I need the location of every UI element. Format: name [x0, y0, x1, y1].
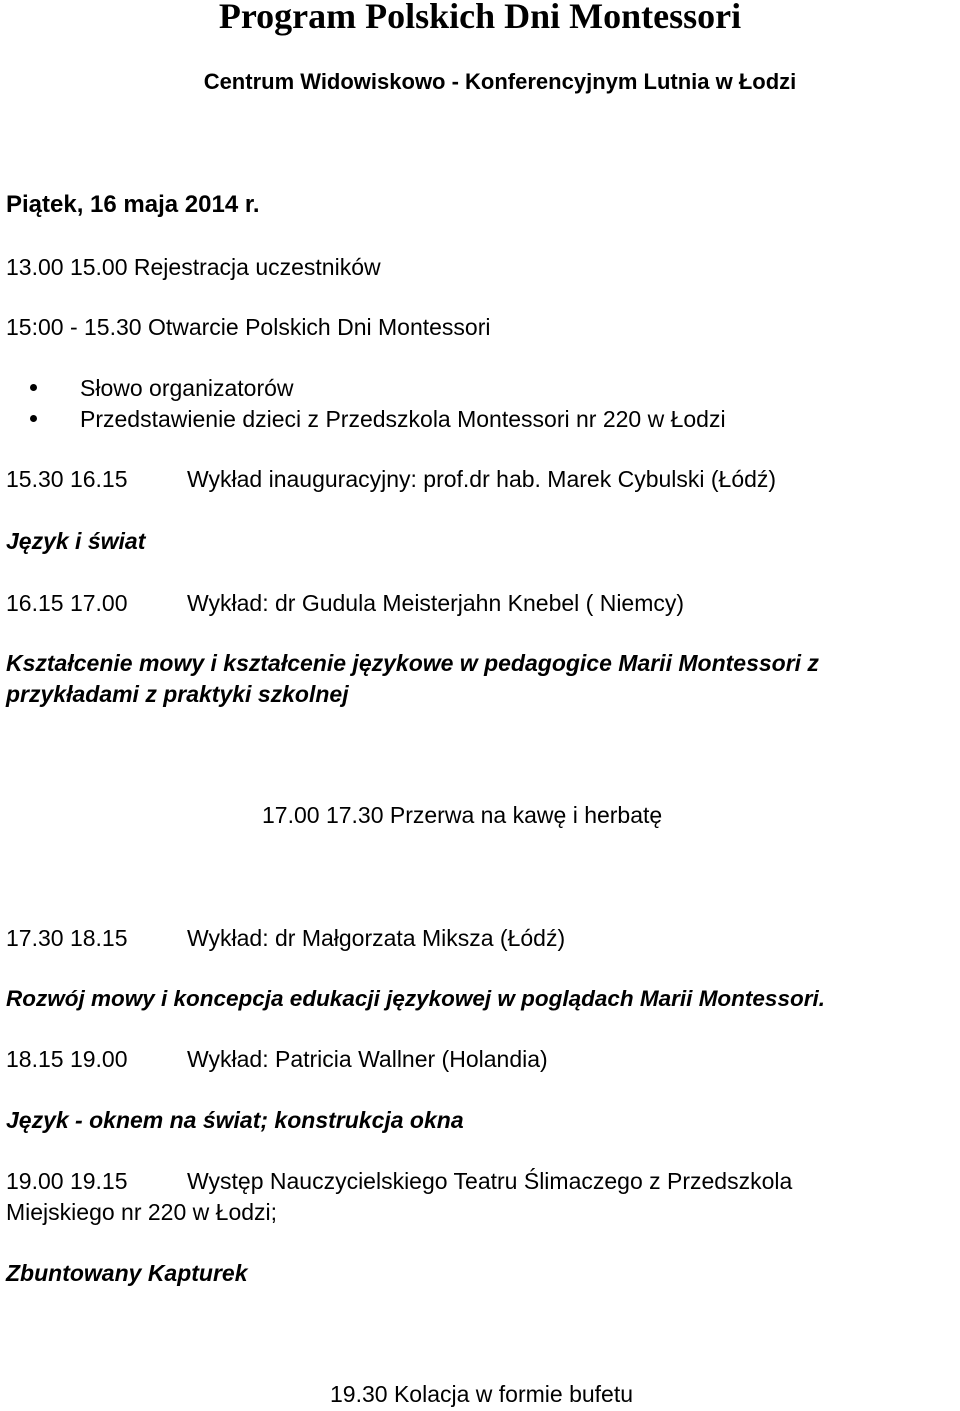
schedule-lecture3 [6, 925, 565, 951]
lecture1-time: 15.30 16.15 [6, 466, 128, 492]
lecture2-topic-line1: Kształcenie mowy i kształcenie językowe w pedagogice Marii Montessori z [6, 650, 819, 676]
page-title: Program Polskich Dni Montessori [218, 0, 742, 36]
schedule-lecture4 [6, 1046, 548, 1072]
schedule-lecture2 [6, 590, 684, 616]
list-item-text: Słowo organizatorów [80, 375, 294, 401]
performance-title: Zbuntowany Kapturek [6, 1260, 248, 1286]
list-item [30, 375, 294, 401]
list-item-text: Przedstawienie dzieci z Przedszkola Montessori nr 220 w Łodzi [80, 406, 726, 432]
list-item [30, 406, 726, 432]
lecture2-topic-line2: przykładami z praktyki szkolnej [6, 681, 349, 707]
schedule-dinner: 19.30 Kolacja w formie bufetu [330, 1381, 634, 1407]
performance-time: 19.00 19.15 [6, 1168, 128, 1194]
lecture4-time: 18.15 19.00 [6, 1046, 128, 1072]
lecture1-text: Wykład inauguracyjny: prof.dr hab. Marek Cybulski (Łódź) [187, 466, 777, 492]
lecture4-topic: Język - oknem na świat; konstrukcja okna [6, 1107, 464, 1133]
schedule-registration: 13.00 15.00 Rejestracja uczestników [6, 254, 381, 280]
lecture2-text: Wykład: dr Gudula Meisterjahn Knebel ( Niemcy) [187, 590, 685, 616]
bullet-icon [30, 415, 37, 422]
venue-subtitle: Centrum Widowiskowo - Konferencyjnym Lutnia w Łodzi [203, 69, 797, 94]
schedule-opening: 15:00 - 15.30 Otwarcie Polskich Dni Montessori [6, 314, 491, 340]
lecture3-time: 17.30 18.15 [6, 925, 128, 951]
schedule-break: 17.00 17.30 Przerwa na kawę i herbatę [262, 802, 663, 828]
day-heading: Piątek, 16 maja 2014 r. [6, 191, 260, 218]
lecture3-text: Wykład: dr Małgorzata Miksza (Łódź) [187, 925, 566, 951]
performance-text-line2: Miejskiego nr 220 w Łodzi; [6, 1199, 278, 1225]
bullet-icon [30, 384, 37, 391]
lecture1-topic: Język i świat [6, 528, 146, 554]
lecture4-text: Wykład: Patricia Wallner (Holandia) [187, 1046, 548, 1072]
performance-text: Występ Nauczycielskiego Teatru Ślimaczego z Przedszkola [187, 1168, 793, 1194]
lecture2-time: 16.15 17.00 [6, 590, 128, 616]
lecture3-topic: Rozwój mowy i koncepcja edukacji językowej w poglądach Marii Montessori. [6, 986, 825, 1011]
schedule-performance [6, 1168, 792, 1194]
schedule-lecture1 [6, 466, 776, 492]
